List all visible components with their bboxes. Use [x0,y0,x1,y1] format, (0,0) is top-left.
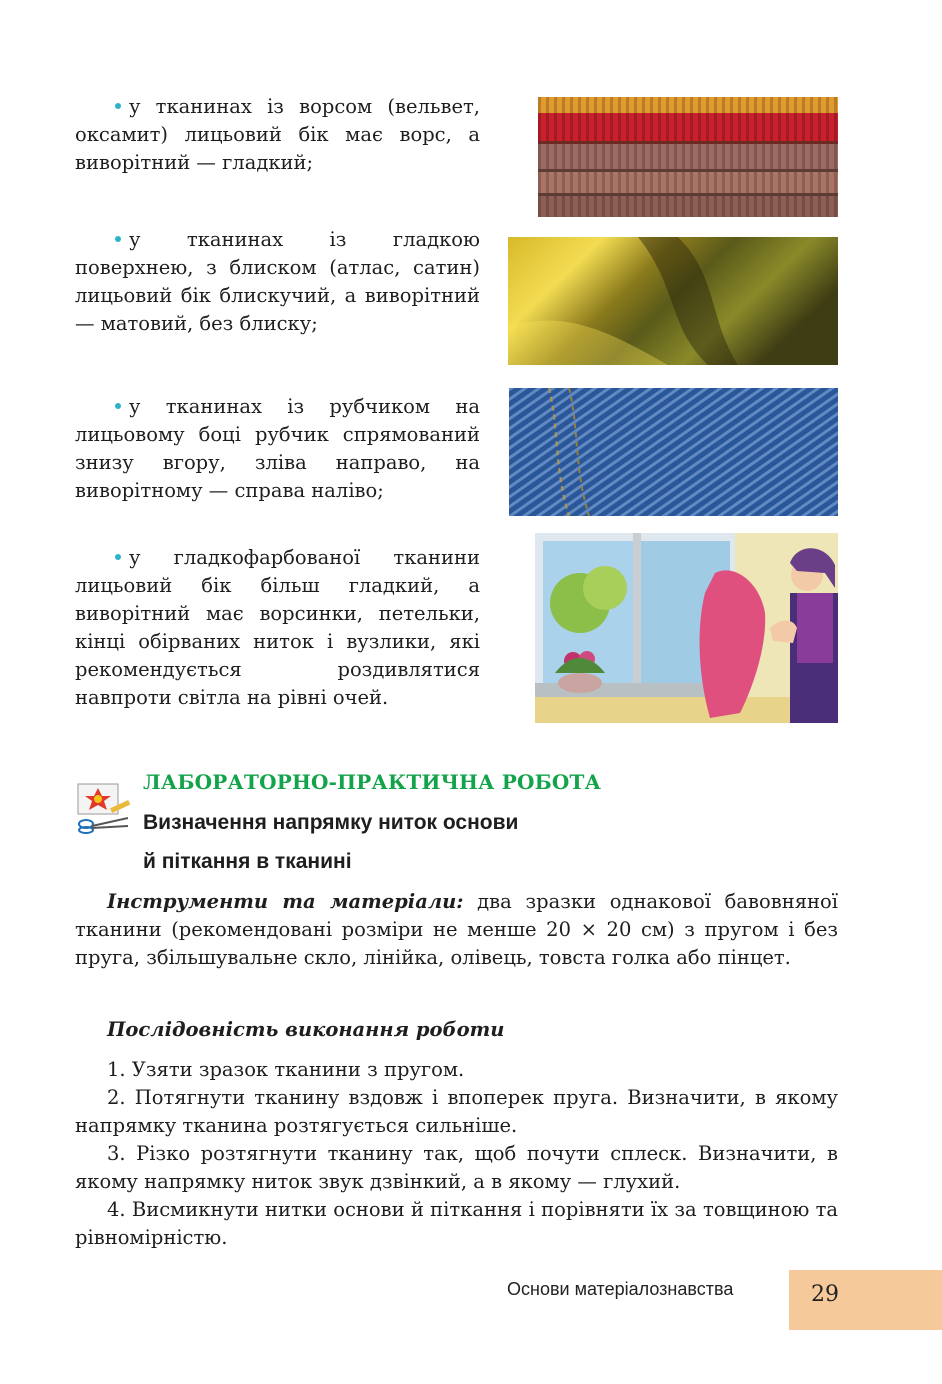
footer-section-title: Основи матеріалознавства [507,1279,734,1299]
bullet-dot [115,403,121,409]
satin-fabric-image [508,237,838,365]
tools-label: Інструменти та матеріали: [107,890,464,913]
bullet-dot [115,103,121,109]
step-1: 1. Узяти зразок тканини з пругом. [107,1058,465,1081]
step-2: 2. Потягнути тканину вздовж і впоперек пруга. Визначити, в якому напрямку тканина розтягується сильніше. [75,1086,838,1137]
lab-work-icon [76,782,132,834]
girl-window-illustration [535,533,838,723]
page-number: 29 [811,1282,839,1307]
bullet-paragraph-plain-dyed: у гладкофарбованої тканини лицьовий бік більш гладкий, а виворітний має ворсинки, петельки, кінці обірваних ниток і вузлики, які рекомендується роздивлятися навпроти світла на рівні очей. [75,546,480,709]
lab-work-subtitle-line1: Визначення напрямку ниток основи [143,811,519,834]
lab-work-subtitle-line2: й піткання в тканині [143,850,352,873]
bullet-dot [115,554,121,560]
tools-text: два зразки однакової бавовняної тканини (рекомендовані розміри не менше 20 × 20 см) з пругом і без пруга, збільшувальне скло, лінійка, олівець, товста голка або пінцет. [75,890,838,969]
step-3: 3. Різко розтягнути тканину так, щоб почути сплеск. Визначити, в якому напрямку ниток звук дзвінкий, а в якому — глухий. [75,1142,838,1193]
denim-fabric-image [509,388,838,516]
lab-work-title: ЛАБОРАТОРНО-ПРАКТИЧНА РОБОТА [143,770,602,794]
bullet-paragraph-twill: у тканинах із рубчиком на лицьовому боці рубчик спрямований знизу вгору, зліва направо, на виворітному — справа наліво; [75,395,480,502]
page-number-box [789,1270,942,1330]
sequence-heading: Послідовність виконання роботи [107,1018,505,1041]
bullet-dot [115,236,121,242]
bullet-paragraph-pile: у тканинах із ворсом (вельвет, оксамит) лицьовий бік має ворс, а виворітний — гладкий; [75,95,480,174]
step-4: 4. Висмикнути нитки основи й піткання і порівняти їх за товщиною та рівномірністю. [75,1198,838,1249]
tools-materials-paragraph [75,888,838,972]
bullet-paragraph-satin: у тканинах із гладкою поверхнею, з блиском (атлас, сатин) лицьовий бік блискучий, а виворітний — матовий, без блиску; [75,228,480,335]
corduroy-stack-image [538,97,838,217]
